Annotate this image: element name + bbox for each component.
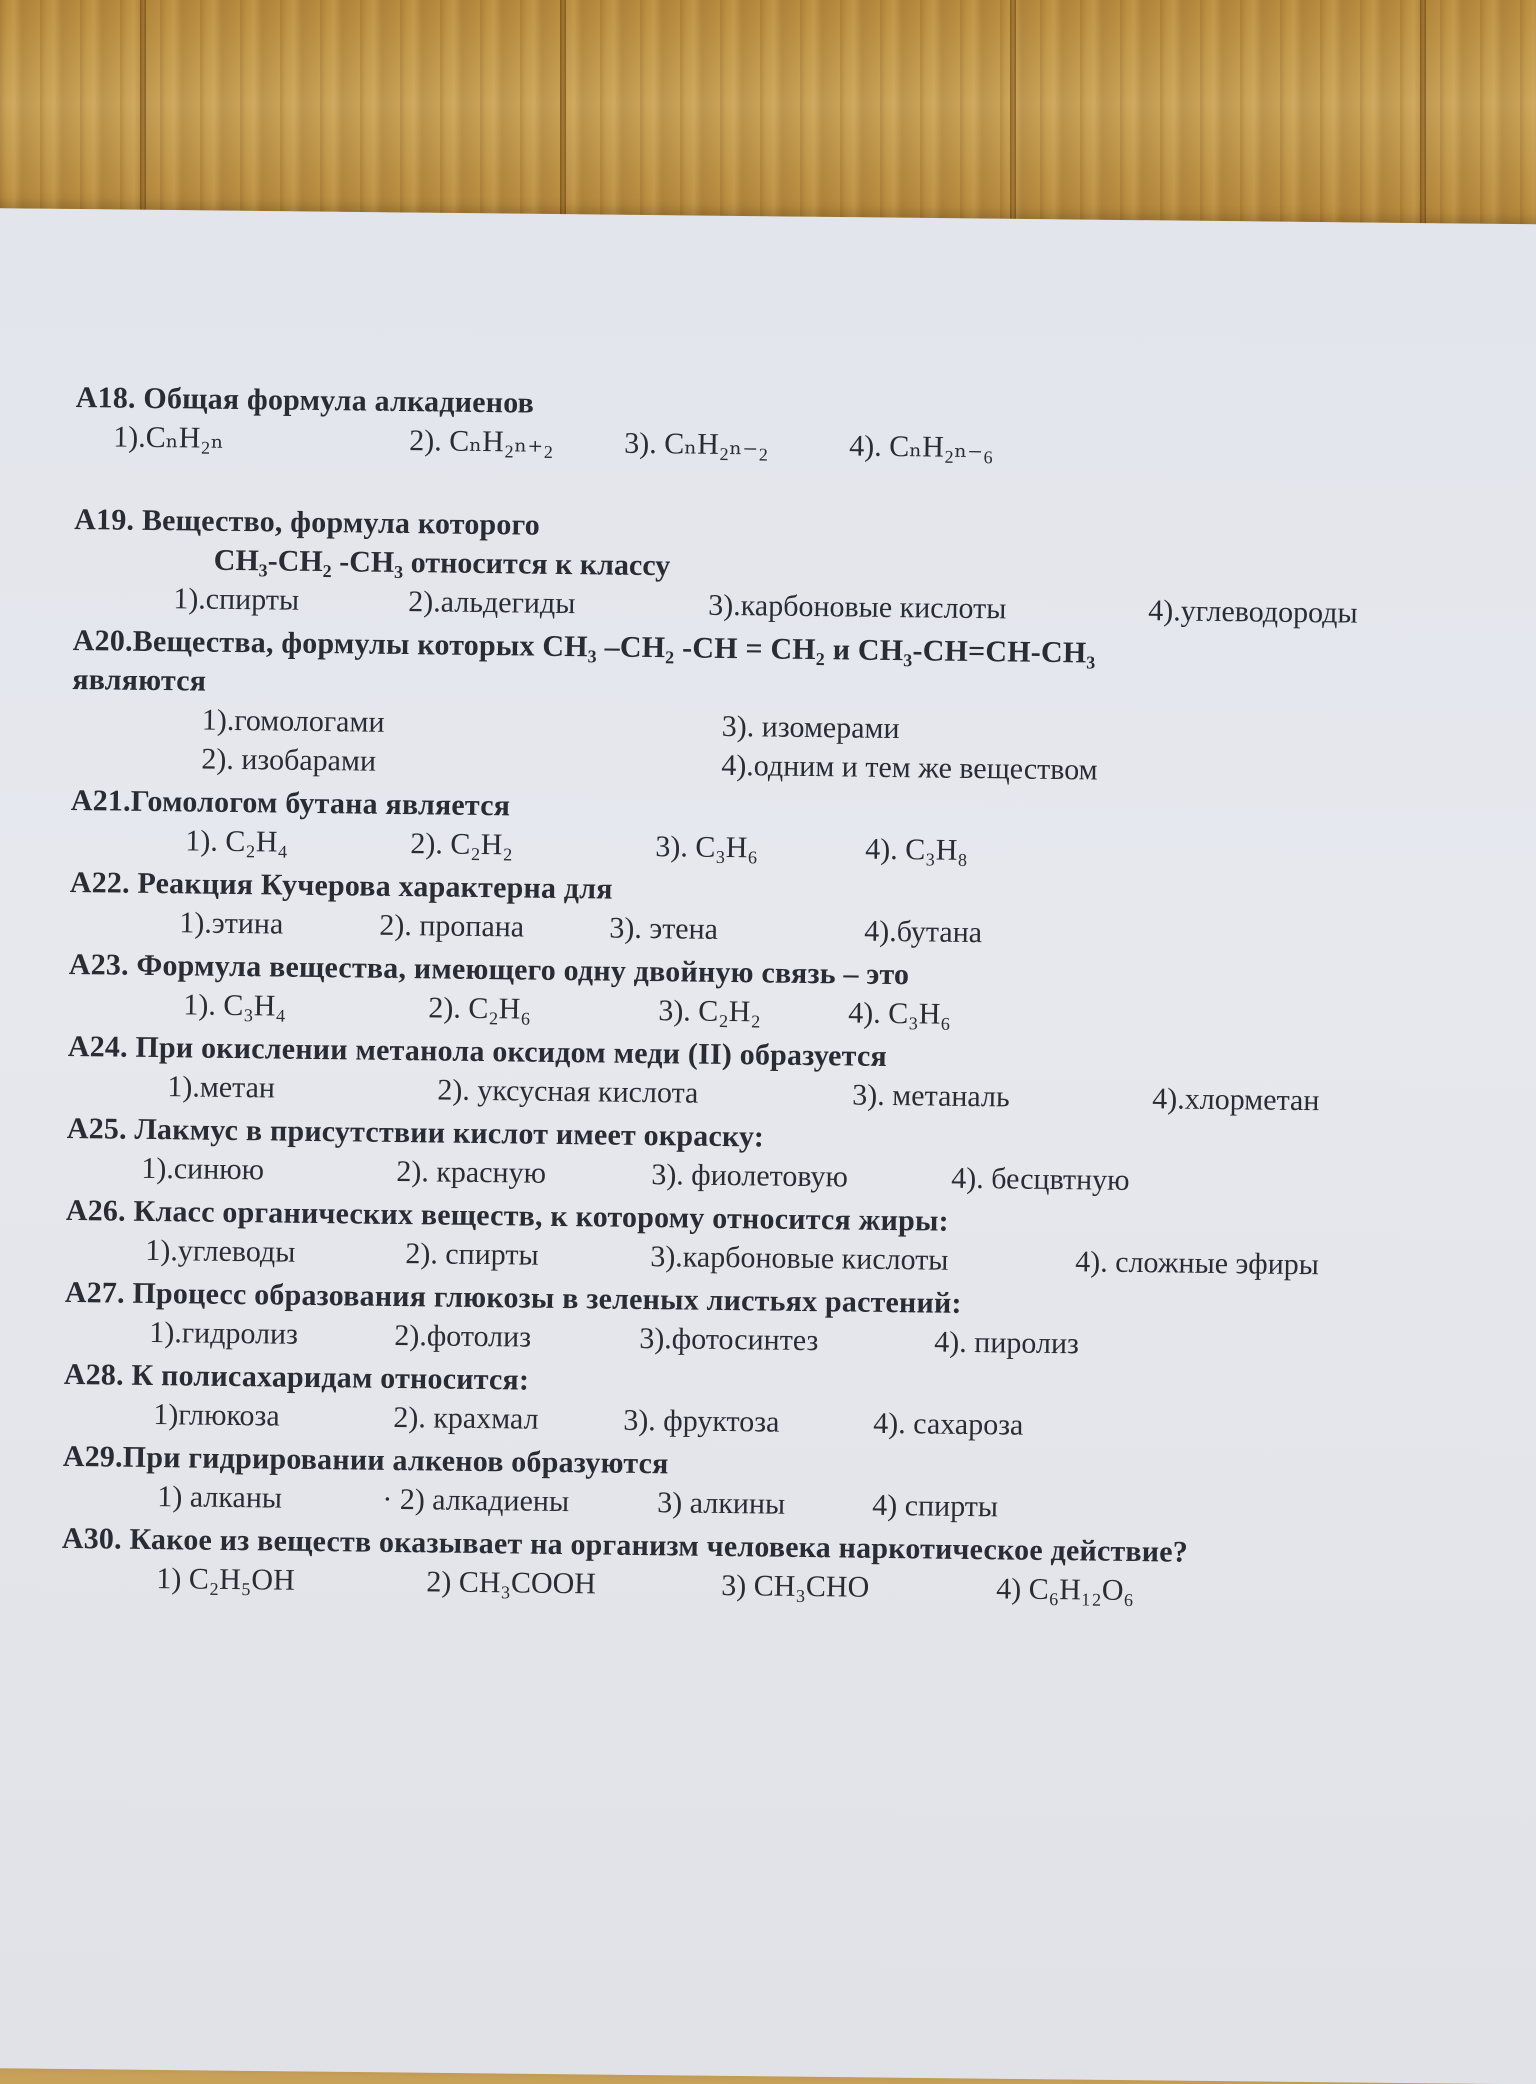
question-title: A18. Общая формула алкадиенов bbox=[75, 380, 535, 420]
answer-option: 4).хлорметан bbox=[1152, 1082, 1320, 1118]
question-a25 bbox=[66, 1109, 1447, 1204]
question-a30 bbox=[61, 1519, 1442, 1614]
answer-option: 1) алканы bbox=[157, 1480, 283, 1515]
answer-options bbox=[71, 699, 1262, 792]
answer-option: 1).метан bbox=[167, 1070, 276, 1105]
answer-option: 1).этина bbox=[179, 906, 284, 941]
question-title: A29.При гидрировании алкенов образуются bbox=[62, 1439, 669, 1481]
answer-option: 3). CₙH₂ₙ₋₂ bbox=[624, 426, 769, 462]
test-questions bbox=[61, 378, 1456, 1618]
question-formula: CH₃-CH₂ -CH₃ относится к классу bbox=[213, 543, 671, 583]
question-a27 bbox=[64, 1273, 1445, 1368]
question-a22 bbox=[69, 863, 1450, 958]
question-title: A28. К полисахаридам относится: bbox=[63, 1357, 530, 1397]
answer-option: 2). C₂H₆ bbox=[428, 991, 532, 1026]
answer-option: 1) C₂H₅OH bbox=[156, 1562, 295, 1597]
answer-option: 1).синюю bbox=[141, 1151, 265, 1187]
question-a21 bbox=[70, 781, 1451, 876]
answer-option: 3). изомерами bbox=[721, 709, 900, 746]
wood-seam bbox=[1010, 0, 1016, 230]
wooden-table-background bbox=[0, 0, 1536, 230]
answer-option: 2). крахмал bbox=[393, 1400, 539, 1436]
answer-option: 2). уксусная кислота bbox=[437, 1073, 699, 1110]
answer-option: 4) спирты bbox=[872, 1488, 999, 1524]
answer-option: 1). C₃H₄ bbox=[183, 988, 287, 1023]
answer-option: 4).бутана bbox=[864, 914, 983, 950]
question-title: A19. Вещество, формула которого bbox=[74, 502, 541, 542]
answer-option: 4).углеводороды bbox=[1148, 594, 1358, 630]
question-a24 bbox=[67, 1027, 1448, 1122]
answer-option: 2). спирты bbox=[405, 1237, 539, 1272]
question-title: A25. Лакмус в присутствии кислот имеет окраску: bbox=[66, 1111, 765, 1154]
answer-option: 4). пиролиз bbox=[934, 1325, 1080, 1361]
answer-option: 1).спирты bbox=[173, 582, 300, 617]
question-title: A22. Реакция Кучерова характерна для bbox=[69, 865, 613, 906]
answer-option: 4).одним и тем же веществом bbox=[721, 748, 1098, 787]
answer-option: 1).гомологами bbox=[201, 703, 385, 739]
answer-option: 1).гидролиз bbox=[149, 1315, 299, 1351]
answer-option: 3). фиолетовую bbox=[651, 1158, 849, 1194]
answer-option: 3).карбоновые кислоты bbox=[650, 1240, 949, 1277]
question-title: A21.Гомологом бутана является bbox=[70, 783, 511, 823]
answer-option: 2). C₂H₂ bbox=[410, 827, 514, 862]
answer-option: 1)глюкоза bbox=[153, 1398, 280, 1433]
answer-option: 4). сложные эфиры bbox=[1075, 1245, 1320, 1282]
answer-option: 2). пропана bbox=[379, 908, 525, 944]
question-a20 bbox=[71, 621, 1453, 794]
answer-option: 2).альдегиды bbox=[408, 585, 576, 621]
answer-option: 3). C₃H₆ bbox=[655, 830, 759, 865]
question-title: A24. При окислении метанола оксидом меди (II) образуется bbox=[67, 1029, 888, 1073]
answer-option: · 2) алкадиены bbox=[382, 1482, 570, 1519]
answer-option: 4) C₆H₁₂O₆ bbox=[996, 1572, 1135, 1608]
answer-option: 3). C₂H₂ bbox=[658, 994, 762, 1029]
answer-option: 3).фотосинтез bbox=[639, 1321, 819, 1358]
question-title: A26. Класс органических веществ, к которому относится жиры: bbox=[65, 1193, 949, 1238]
answer-option: 2). красную bbox=[396, 1154, 547, 1190]
answer-option: 1).углеводы bbox=[145, 1233, 296, 1269]
answer-option: 2). CₙH₂ₙ₊₂ bbox=[409, 424, 554, 459]
question-title: A20.Вещества, формулы которых CH₃ –CH₂ -CH = CH₂ и CH₃-CH=CH-CH₃ bbox=[72, 623, 1096, 670]
answer-option: 1).CₙH₂ₙ bbox=[113, 420, 225, 455]
answer-option: 3) алкины bbox=[657, 1486, 786, 1521]
question-a29 bbox=[62, 1437, 1443, 1532]
answer-option: 4). C₃H₈ bbox=[865, 832, 969, 867]
answer-option: 4). бесцвтную bbox=[951, 1161, 1130, 1197]
question-title: A23. Формула вещества, имеющего одну двойную связь – это bbox=[68, 947, 910, 992]
question-a19 bbox=[73, 500, 1454, 634]
question-a28 bbox=[63, 1355, 1444, 1450]
answer-option: 1). C₂H₄ bbox=[185, 824, 289, 859]
question-a23 bbox=[68, 945, 1449, 1040]
answer-option: 2). изобарами bbox=[201, 742, 377, 778]
question-a18 bbox=[75, 378, 1456, 473]
question-title-continued: являются bbox=[72, 662, 207, 698]
answer-option: 4). C₃H₆ bbox=[848, 996, 952, 1031]
answer-option: 2).фотолиз bbox=[394, 1318, 532, 1354]
answer-option: 2) CH₃COOH bbox=[426, 1565, 597, 1601]
answer-option: 3). фруктоза bbox=[623, 1403, 780, 1439]
wood-seam bbox=[560, 0, 566, 230]
wood-seam bbox=[140, 0, 146, 230]
answer-option: 3).карбоновые кислоты bbox=[708, 588, 1007, 626]
answer-option: 3). метаналь bbox=[852, 1078, 1010, 1114]
question-a26 bbox=[65, 1191, 1446, 1286]
answer-option: 4). сахароза bbox=[873, 1406, 1024, 1442]
question-title: A27. Процесс образования глюкозы в зеленых листьях растений: bbox=[64, 1275, 962, 1320]
question-title: A30. Какое из веществ оказывает на организм человека наркотическое действие? bbox=[61, 1521, 1189, 1569]
answer-option: 3). этена bbox=[609, 911, 719, 946]
answer-option: 3) CH₃CHO bbox=[721, 1568, 870, 1604]
wood-seam bbox=[1420, 0, 1426, 230]
answer-option: 4). CₙH₂ₙ₋₆ bbox=[849, 429, 994, 465]
